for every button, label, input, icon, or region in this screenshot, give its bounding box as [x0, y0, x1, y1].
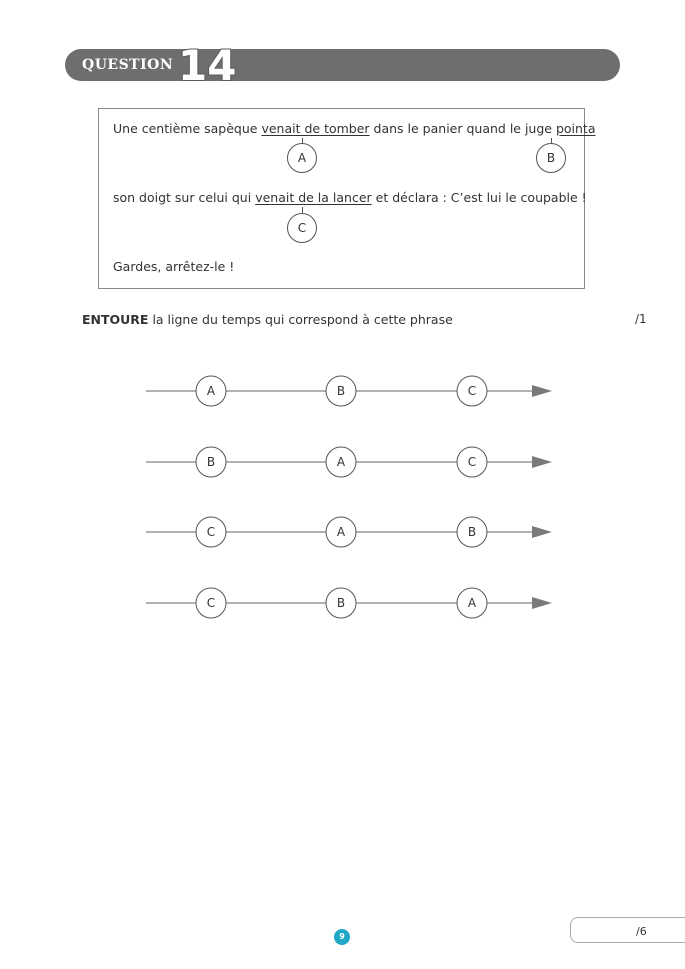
item-score: /1 — [635, 312, 647, 326]
underlined-verb-c: venait de la lancer — [255, 190, 372, 205]
timeline-event-label: A — [467, 596, 477, 610]
question-number-text: 14 — [178, 41, 237, 90]
timeline-option-1[interactable] — [146, 376, 552, 406]
passage-text: son doigt sur celui qui — [113, 190, 256, 205]
instruction-verb: ENTOURE — [82, 312, 149, 327]
timeline-event-label: B — [206, 455, 216, 469]
timeline-event-label: A — [336, 525, 346, 539]
timeline-arrow-icon — [532, 526, 552, 538]
timeline-event-label: B — [336, 596, 346, 610]
passage-line-3: Gardes, arrêtez-le ! — [113, 259, 235, 274]
timeline-arrow-icon — [532, 597, 552, 609]
question-label: QUESTION — [82, 57, 174, 73]
timeline-arrow-icon — [532, 385, 552, 397]
total-score-box — [570, 917, 685, 943]
underlined-verb-a: venait de tomber — [261, 121, 370, 136]
timeline-event-label: C — [206, 596, 216, 610]
marker-b: B — [536, 143, 566, 173]
timeline-option-2[interactable] — [146, 447, 552, 477]
page-number-badge: 9 — [334, 929, 350, 945]
marker-c: C — [287, 213, 317, 243]
passage-text: et déclara : C’est lui le coupable ! — [371, 190, 587, 205]
timeline-event-label: C — [467, 455, 477, 469]
timeline-event-label: A — [336, 455, 346, 469]
instruction-text: la ligne du temps qui correspond à cette phrase — [148, 312, 453, 327]
total-score: /6 — [636, 925, 647, 938]
timeline-event-label: C — [206, 525, 216, 539]
timeline-event-label: B — [467, 525, 477, 539]
timeline-option-4[interactable] — [146, 588, 552, 618]
timeline-option-3[interactable] — [146, 517, 552, 547]
passage-text: Une centième sapèque — [113, 121, 262, 136]
timeline-event-label: A — [206, 384, 216, 398]
underlined-verb-b: pointa — [555, 121, 596, 136]
marker-a: A — [287, 143, 317, 173]
timeline-event-label: C — [467, 384, 477, 398]
timeline-event-label: B — [336, 384, 346, 398]
timeline-arrow-icon — [532, 456, 552, 468]
passage-text: dans le panier quand le juge — [369, 121, 556, 136]
